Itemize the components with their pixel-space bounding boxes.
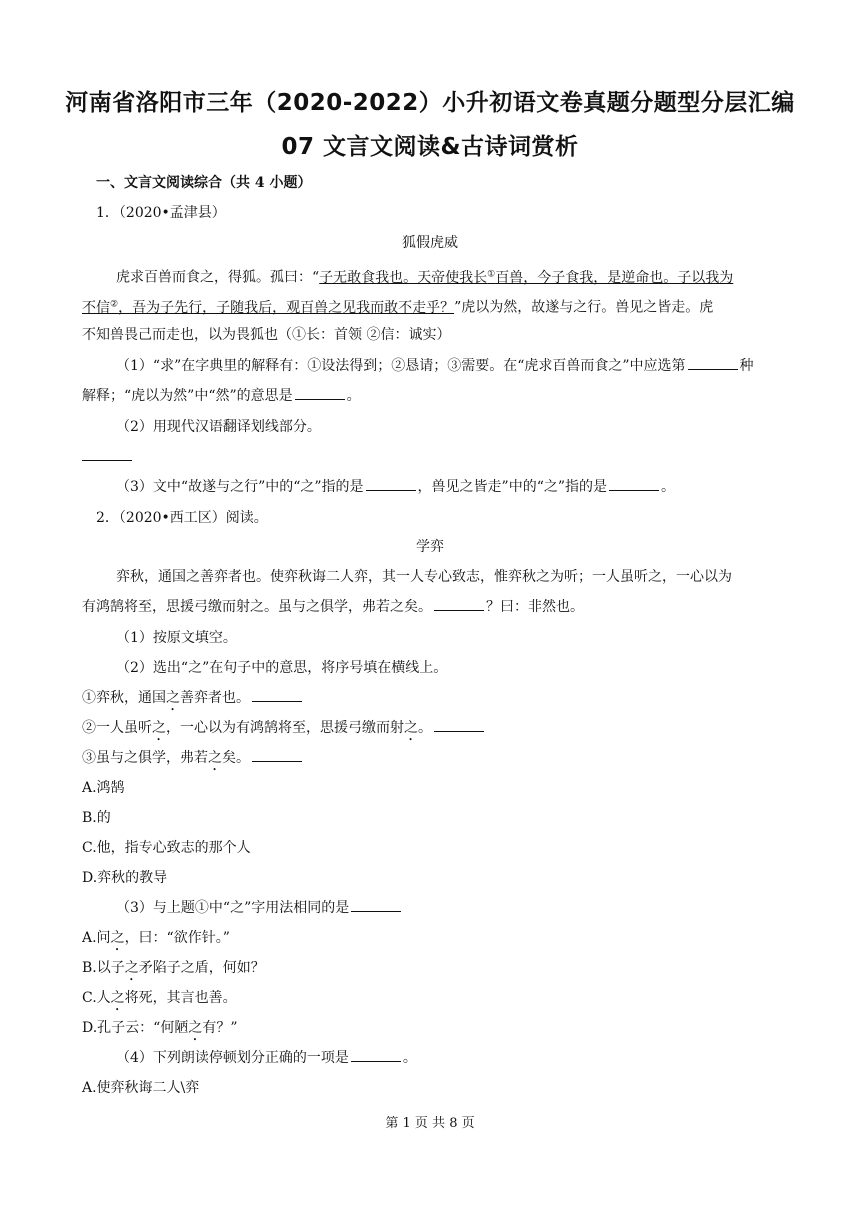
answer-blank[interactable] <box>366 477 416 491</box>
question-2-item3: ③虽与之俱学，弗若之矣。 <box>82 748 782 774</box>
sub4-option-a: A.使弈秋诲二人\弈 <box>82 1080 200 1096</box>
answer-blank[interactable] <box>252 748 302 762</box>
question-2-sub2: （2）选出“之”在句子中的意思，将序号填在横线上。 <box>116 660 448 676</box>
page-footer: 第 1 页 共 8 页 <box>385 1116 475 1131</box>
answer-blank[interactable] <box>351 1048 401 1062</box>
sub3-option-a: A.问之，曰：“欲作针。” <box>82 930 230 946</box>
question-1-number: 1．（2020•孟津县） <box>96 205 226 221</box>
document-title-line2: 07 文言文阅读&古诗词赏析 <box>281 134 579 160</box>
question-2-passage-line2: 有鸿鹄将至，思援弓缴而射之。虽与之俱学，弗若之矣。 ？曰：非然也。 <box>82 599 584 615</box>
question-2-sub1: （1）按原文填空。 <box>116 630 237 646</box>
answer-blank[interactable] <box>252 688 302 702</box>
section-heading: 一、文言文阅读综合（共 4 小题） <box>96 175 312 191</box>
question-1-passage-title: 狐假虎威 <box>402 235 458 251</box>
underlined-text: 不信②，吾为子先行，子随我后，观百兽之见我而敢不走乎？ <box>82 299 455 316</box>
answer-blank[interactable] <box>434 597 484 611</box>
answer-blank[interactable] <box>351 898 401 912</box>
document-title-line1: 河南省洛阳市三年（2020-2022）小升初语文卷真题分题型分层汇编 <box>65 90 795 116</box>
question-2-passage-line1: 弈秋，通国之善弈者也。使弈秋诲二人弈，其一人专心致志，惟弈秋之为听；一人虽听之，一心以为 <box>116 569 732 585</box>
question-2-sub4: （4）下列朗读停顿划分正确的一项是 。 <box>116 1050 417 1066</box>
sub3-option-c: C.人之将死，其言也善。 <box>82 990 237 1006</box>
answer-blank[interactable] <box>434 718 484 732</box>
sub3-option-d: D.孔子云：“何陋之有？” <box>82 1020 238 1036</box>
answer-blank[interactable] <box>295 386 345 400</box>
option-b: B.的 <box>82 810 111 826</box>
question-2-number: 2．（2020•西工区）阅读。 <box>96 510 268 526</box>
question-2-item2: ②一人虽听之，一心以为有鸿鹄将至，思援弓缴而射之。 <box>82 718 782 744</box>
answer-blank[interactable] <box>609 477 659 491</box>
question-1-sub2-answer-line <box>82 447 782 467</box>
answer-blank[interactable] <box>82 447 132 461</box>
option-d: D.弈秋的教导 <box>82 870 168 886</box>
question-1-sub1-line1: （1）“求”在字典里的解释有：①设法得到；②恳请；③需要。在“虎求百兽而食之”中应选第 种 <box>116 358 754 374</box>
question-1-passage-line3: 不知兽畏己而走也，以为畏狐也（①长：首领 ②信：诚实） <box>82 327 451 343</box>
underlined-text: 子无敢食我也。天帝使我长①百兽，今子食我，是逆命也。子以我为 <box>319 269 734 286</box>
option-c: C.他，指专心致志的那个人 <box>82 840 251 856</box>
option-a: A.鸿鹄 <box>82 780 125 796</box>
question-2-item1: ①弈秋，通国之善弈者也。 <box>82 688 782 714</box>
question-1-passage-line2: 不信②，吾为子先行，子随我后，观百兽之见我而敢不走乎？”虎以为然，故遂与之行。兽见之皆走。虎 <box>82 299 714 316</box>
sub3-option-b: B.以子之矛陷子之盾，何如？ <box>82 960 265 976</box>
question-1-sub2: （2）用现代汉语翻译划线部分。 <box>116 419 321 435</box>
question-1-sub1-line2: 解释；“虎以为然”中“然”的意思是 。 <box>82 388 361 404</box>
question-1-passage-line1: 虎求百兽而食之，得狐。孤曰：“子无敢食我也。天帝使我长①百兽，今子食我，是逆命也。子以我为 <box>116 269 734 286</box>
question-2-sub3: （3）与上题①中“之”字用法相同的是 <box>116 898 816 918</box>
question-1-sub3: （3）文中“故遂与之行”中的“之”指的是 ，兽见之皆走”中的“之”指的是 。 <box>116 479 676 495</box>
answer-blank[interactable] <box>688 356 738 370</box>
question-2-passage-title: 学弈 <box>416 539 444 555</box>
